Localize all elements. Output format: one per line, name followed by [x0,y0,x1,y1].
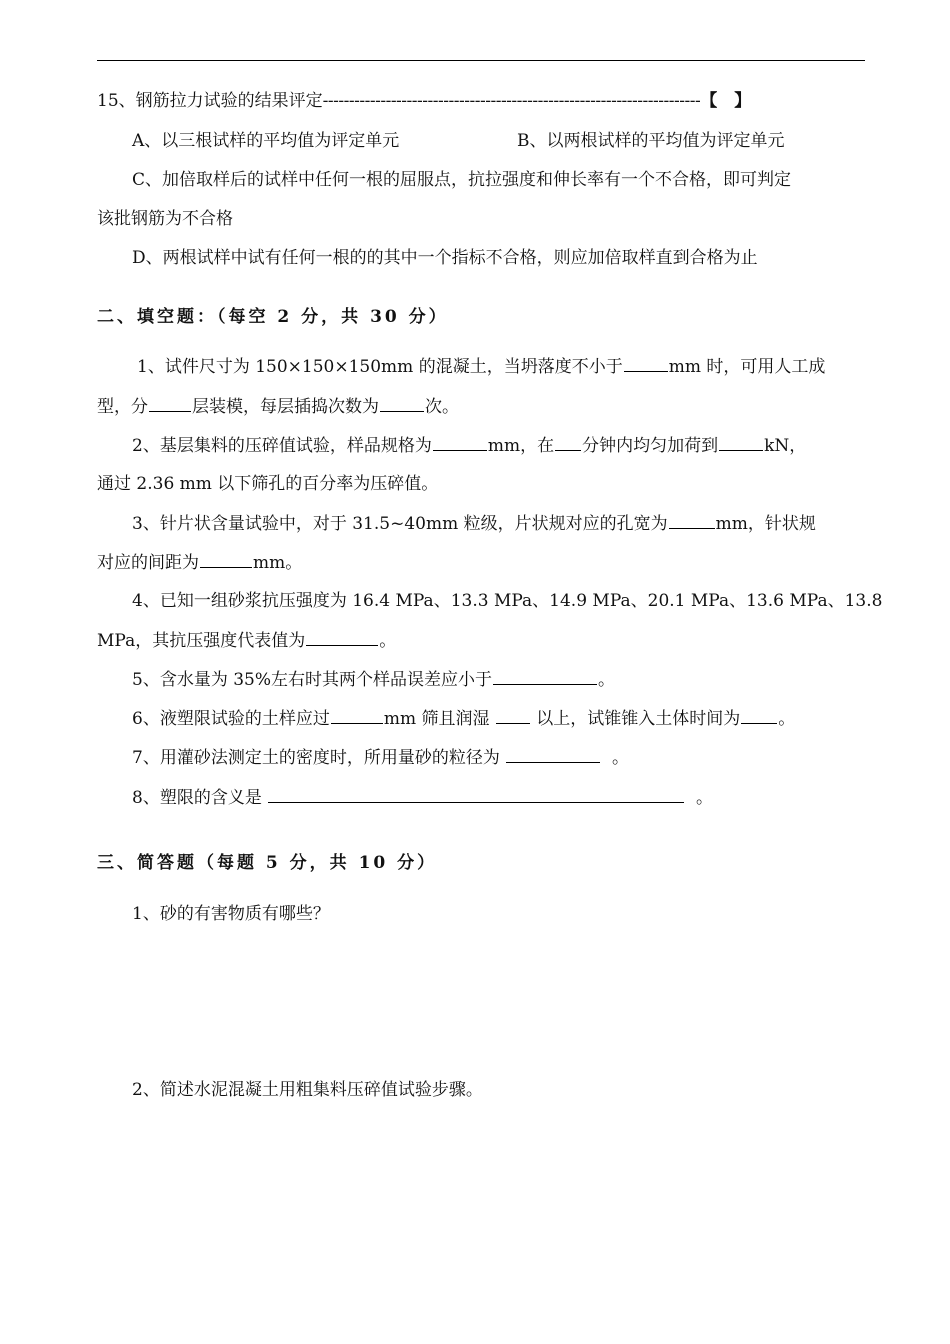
fill-q6-blank-3[interactable] [741,707,777,724]
fill-q8-text-b: 。 [696,788,714,808]
q15-answer-bracket[interactable]: 【 】 [700,91,752,111]
q15-option-d: D、两根试样中试有任何一根的的其中一个指标不合格，则应加倍取样直到合格为止 [132,248,758,268]
fill-q2-text-c: 分钟内均匀加荷到 [582,436,719,456]
fill-q7-line [132,746,629,769]
fill-q8-line [132,786,713,809]
section2-title: 二、填空题：（每空 2 分，共 30 分） [97,307,449,327]
fill-q6-blank-2[interactable] [496,707,530,724]
fill-q1-text-d: 层装模，每层插捣次数为 [192,397,379,417]
fill-q2-blank-3[interactable] [719,434,763,451]
fill-q4-line2 [97,629,396,652]
fill-q2-text-a: 2、基层集料的压碎值试验，样品规格为 [132,436,432,456]
q15-option-a: A、以三根试样的平均值为评定单元 [132,131,400,151]
fill-q3-text-b: mm，针状规 [715,514,816,534]
fill-q4-line1: 4、已知一组砂浆抗压强度为 16.4 MPa、13.3 MPa、14.9 MPa、20.1 MPa、13.6 MPa、13.8 [132,591,883,611]
fill-q8-text-a: 8、塑限的含义是 [132,788,262,808]
fill-q3-blank-1[interactable] [669,512,715,529]
fill-q2-text-b: mm，在 [487,436,555,456]
q15-dashes: ------------------------------------------------------------------------ [322,91,701,111]
fill-q2-blank-2[interactable] [555,434,581,451]
fill-q3-blank-2[interactable] [200,551,252,568]
fill-q4-text-b: MPa，其抗压强度代表值为 [97,631,306,651]
fill-q1-blank-3[interactable] [380,395,424,412]
fill-q3-text-d: mm。 [253,553,303,573]
fill-q1-text-c: 型，分 [97,397,148,417]
fill-q2-text-d: kN， [764,436,807,456]
q15-stem-line [97,90,751,112]
q15-stem: 15、钢筋拉力试验的结果评定 [97,91,323,111]
fill-q6-text-b: mm 筛且润湿 [383,709,490,729]
fill-q6-text-a: 6、液塑限试验的土样应过 [132,709,330,729]
fill-q2-blank-1[interactable] [433,434,487,451]
fill-q7-text-a: 7、用灌砂法测定土的密度时，所用量砂的粒径为 [132,748,500,768]
fill-q5-text-a: 5、含水量为 35%左右时其两个样品误差应小于 [132,670,493,690]
fill-q6-line [132,707,795,730]
fill-q4-text-c: 。 [379,631,397,651]
fill-q8-blank-1[interactable] [268,786,684,803]
fill-q4-blank-1[interactable] [306,629,378,646]
q15-option-c-line1: C、加倍取样后的试样中任何一根的屈服点，抗拉强度和伸长率有一个不合格，即可判定 [132,170,792,190]
header-rule [97,60,865,61]
fill-q5-line [132,668,615,691]
q15-option-b: B、以两根试样的平均值为评定单元 [517,131,785,151]
fill-q5-blank-1[interactable] [493,668,597,685]
short-answer-q2: 2、简述水泥混凝土用粗集料压碎值试验步骤。 [132,1080,483,1100]
fill-q5-text-b: 。 [598,670,616,690]
fill-q3-line2 [97,551,302,574]
fill-q1-text-b: mm 时，可用人工成 [668,357,826,377]
fill-q6-text-c: 以上，试锥锥入土体时间为 [536,709,741,729]
fill-q1-text-a: 1、试件尺寸为 150×150×150mm 的混凝土，当坍落度不小于 [137,357,623,377]
fill-q1-blank-1[interactable] [624,355,668,372]
fill-q1-blank-2[interactable] [149,395,191,412]
short-answer-q1: 1、砂的有害物质有哪些？ [132,904,330,924]
fill-q7-blank-1[interactable] [506,746,600,763]
section3-title: 三、简答题（每题 5 分，共 10 分） [97,853,438,873]
fill-q2-line2: 通过 2.36 mm 以下筛孔的百分率为压碎值。 [97,474,439,494]
fill-q1-line2 [97,395,459,418]
fill-q6-blank-1[interactable] [331,707,383,724]
fill-q3-text-a: 3、针片状含量试验中，对于 31.5~40mm 粒级，片状规对应的孔宽为 [132,514,668,534]
q15-option-c-line2: 该批钢筋为不合格 [97,209,233,229]
fill-q1-line1 [137,355,825,378]
fill-q7-text-b: 。 [612,748,630,768]
fill-q6-text-d: 。 [778,709,796,729]
fill-q2-line1 [132,434,806,457]
fill-q1-text-e: 次。 [425,397,459,417]
fill-q3-line1 [132,512,816,535]
fill-q3-text-c: 对应的间距为 [97,553,199,573]
